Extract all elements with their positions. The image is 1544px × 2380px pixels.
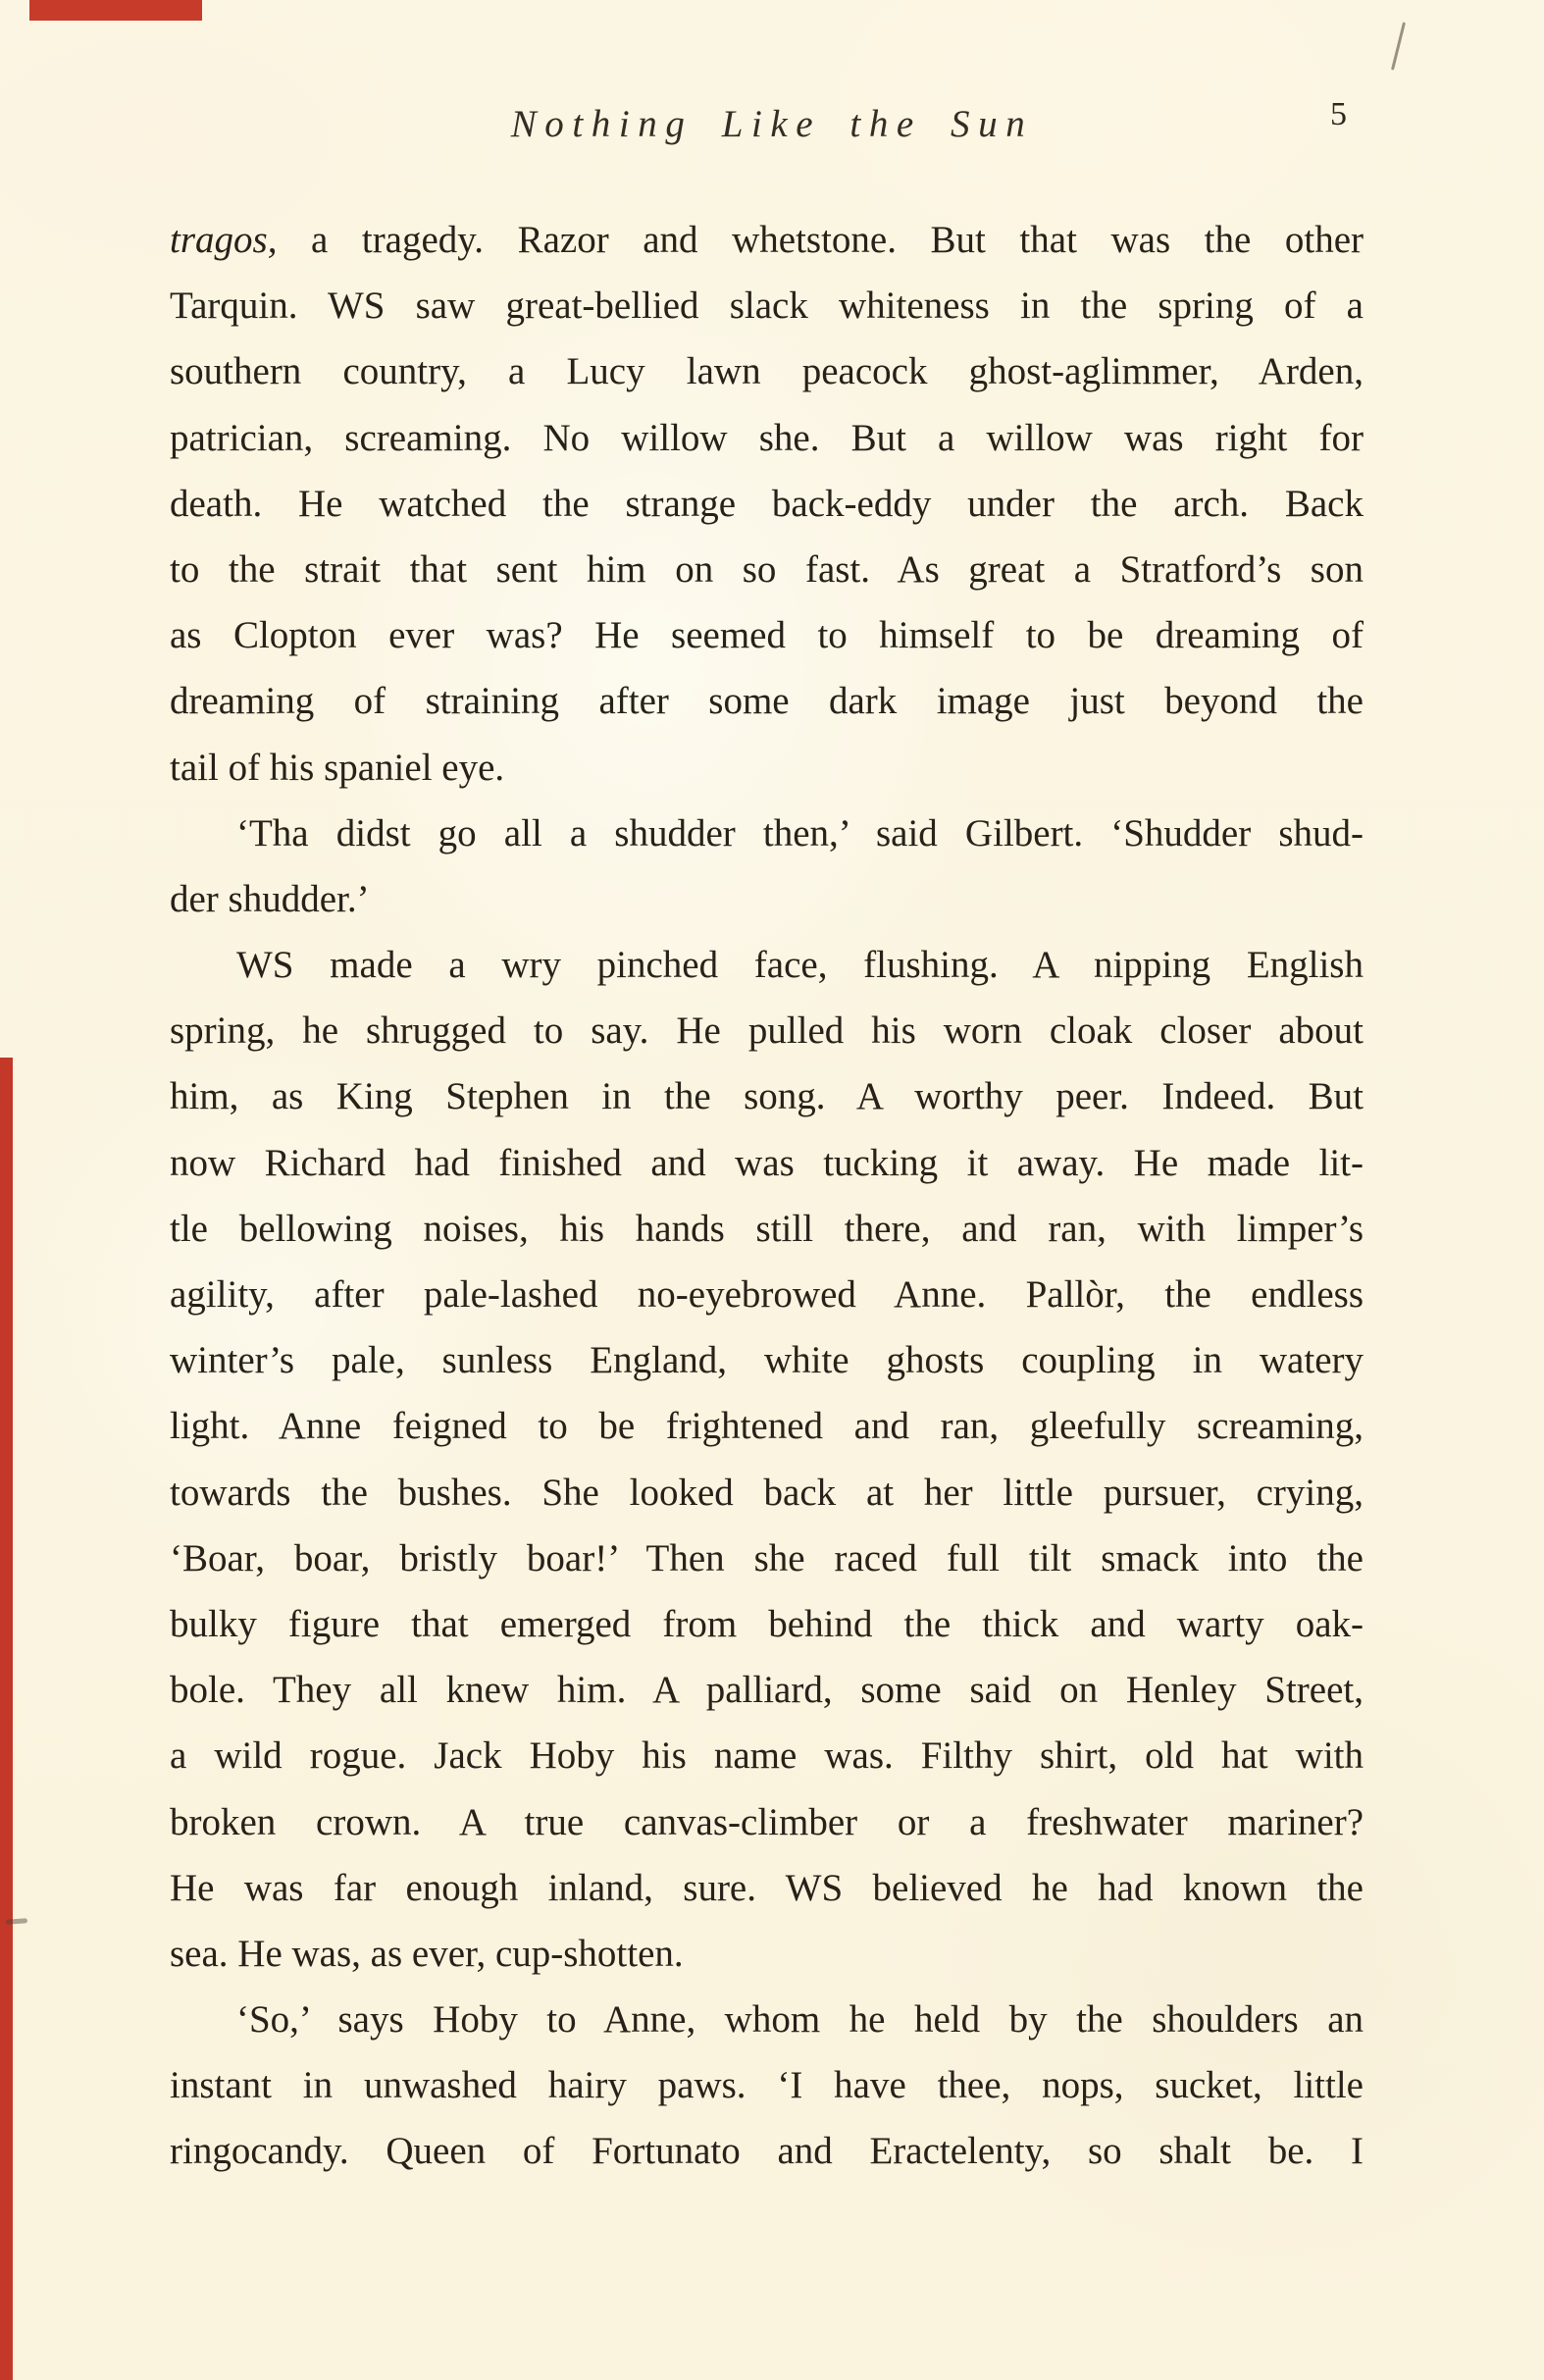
text-line: tail of his spaniel eye.: [170, 746, 505, 789]
text-line: him, as King Stephen in the song. A worthy peer. Indeed. But: [170, 1075, 1364, 1118]
pen-mark-artifact: [1391, 22, 1406, 70]
text-line: patrician, screaming. No willow she. But a willow was right for: [170, 416, 1364, 459]
text-line: WS made a wry pinched face, flushing. A nipping English: [236, 944, 1364, 987]
text-line: spring, he shrugged to say. He pulled his worn cloak closer about: [170, 1009, 1364, 1053]
page-number: 5: [1330, 96, 1347, 132]
running-head-title: Nothing Like the Sun: [510, 103, 1034, 145]
text-line: now Richard had finished and was tucking it away. He made lit-: [170, 1141, 1364, 1184]
page-text: [170, 207, 1364, 2185]
text-line: as Clopton ever was? He seemed to himself to be dreaming of: [170, 614, 1364, 657]
text-line: a wild rogue. Jack Hoby his name was. Filthy shirt, old hat with: [170, 1734, 1364, 1778]
scan-red-bar-artifact: [29, 0, 202, 21]
text-line: to the strait that sent him on so fast. As great a Stratford’s son: [170, 547, 1364, 591]
text-line: southern country, a Lucy lawn peacock ghost-aglimmer, Arden,: [170, 350, 1364, 393]
text-line: der shudder.’: [170, 877, 370, 920]
text-line: ‘Boar, boar, bristly boar!’ Then she raced full tilt smack into the: [170, 1536, 1364, 1579]
text-line: ringocandy. Queen of Fortunato and Eractelenty, so shalt be. I: [170, 2130, 1364, 2173]
text-line: tle bellowing noises, his hands still there, and ran, with limper’s: [170, 1207, 1364, 1250]
smudge-mark-artifact: [6, 1918, 27, 1925]
text-line: death. He watched the strange back-eddy under the arch. Back: [170, 482, 1364, 525]
text-line: He was far enough inland, sure. WS believed he had known the: [170, 1866, 1364, 1909]
text-line: bulky figure that emerged from behind the thick and warty oak-: [170, 1602, 1364, 1645]
text-line: towards the bushes. She looked back at her little pursuer, crying,: [170, 1471, 1364, 1514]
scan-red-edge-stripe-artifact: [0, 1058, 13, 2380]
text-line: Tarquin. WS saw great-bellied slack whiteness in the spring of a: [170, 285, 1364, 328]
text-line: tragos, a tragedy. Razor and whetstone. But that was the other: [170, 219, 1364, 261]
italic-word: tragos,: [170, 219, 278, 261]
text-line: light. Anne feigned to be frightened and ran, gleefully screaming,: [170, 1405, 1364, 1448]
text-line: bole. They all knew him. A palliard, some said on Henley Street,: [170, 1669, 1364, 1712]
text-line: ‘So,’ says Hoby to Anne, whom he held by the shoulders an: [236, 1998, 1364, 2042]
text-line: instant in unwashed hairy paws. ‘I have thee, nops, sucket, little: [170, 2064, 1364, 2107]
text-line: agility, after pale-lashed no-eyebrowed Anne. Pallòr, the endless: [170, 1273, 1364, 1316]
text-line: ‘Tha didst go all a shudder then,’ said Gilbert. ‘Shudder shud-: [236, 811, 1364, 854]
running-head: [0, 96, 1544, 161]
text-line: sea. He was, as ever, cup-shotten.: [170, 1932, 684, 1975]
text-line: winter’s pale, sunless England, white ghosts coupling in watery: [170, 1339, 1364, 1382]
text-line: dreaming of straining after some dark image just beyond the: [170, 680, 1364, 723]
text-line: broken crown. A true canvas-climber or a freshwater mariner?: [170, 1800, 1364, 1843]
